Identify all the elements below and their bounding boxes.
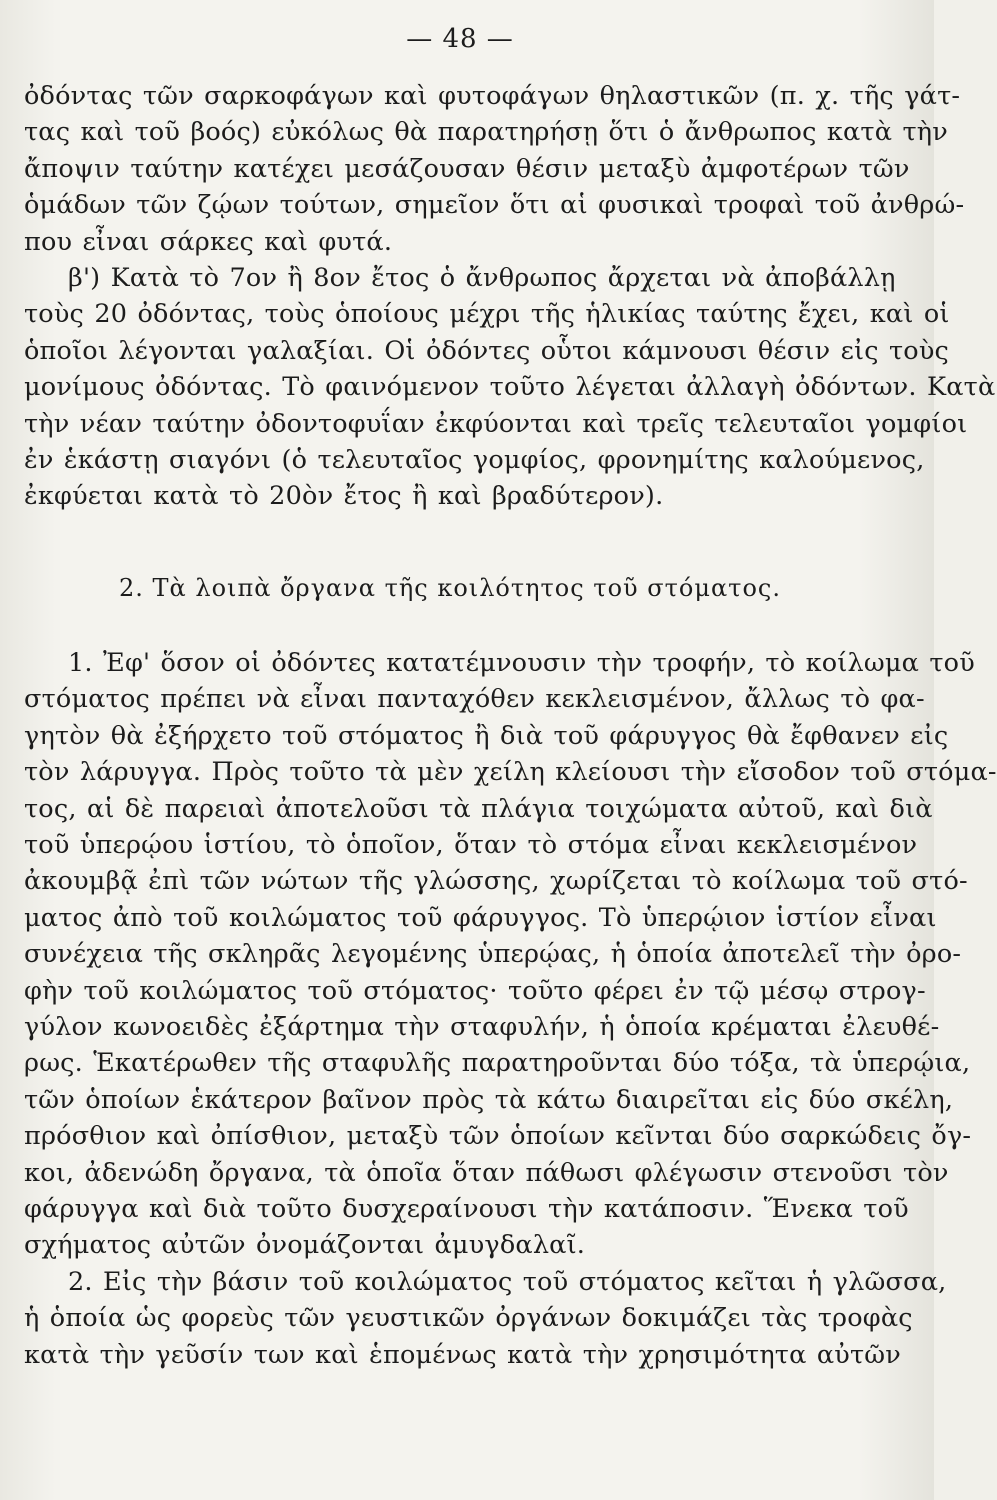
section-heading: 2. Τὰ λοιπὰ ὄργανα τῆς κοιλότητος τοῦ στόματος. <box>119 573 781 602</box>
text-line: στόματος πρέπει νὰ εἶναι πανταχόθεν κεκλεισμένον, ἄλλως τὸ φα- <box>24 684 925 715</box>
text-line: γητὸν θὰ ἐξήρχετο τοῦ στόματος ἢ διὰ τοῦ φάρυγγος θὰ ἔφθανεν εἰς <box>24 720 949 751</box>
text-line: τὴν νέαν ταύτην ὀδοντοφυΐαν ἐκφύονται καὶ τρεῖς τελευταῖοι γομφίοι <box>24 408 968 439</box>
text-line: φάρυγγα καὶ διὰ τοῦτο δυσχεραίνουσι τὴν κατάποσιν. Ἕνεκα τοῦ <box>24 1193 909 1224</box>
text-line: ματος ἀπὸ τοῦ κοιλώματος τοῦ φάρυγγος. Τὸ ὑπερῴιον ἱστίον εἶναι <box>24 902 937 933</box>
text-line: ὁμάδων τῶν ζῴων τούτων, σημεῖον ὅτι αἱ φυσικαὶ τροφαὶ τοῦ ἀνθρώ- <box>24 190 965 221</box>
text-line: τὸν λάρυγγα. Πρὸς τοῦτο τὰ μὲν χείλη κλείουσι τὴν εἴσοδον τοῦ στόμα- <box>24 757 997 788</box>
text-line: ρως. Ἑκατέρωθεν τῆς σταφυλῆς παρατηροῦνται δύο τόξα, τὰ ὑπερῴια, <box>24 1048 971 1079</box>
text-line: ὁποῖοι λέγονται γαλαξίαι. Οἱ ὀδόντες οὗτοι κάμνουσι θέσιν εἰς τοὺς <box>24 335 950 366</box>
paragraph-teeth-comparison <box>24 78 965 260</box>
text-line: ἐν ἑκάστῃ σιαγόνι (ὁ τελευταῖος γομφίος, φρονημίτης καλούμενος, <box>24 445 925 476</box>
page-number: — 48 — <box>406 24 514 54</box>
text-line: ὀδόντας τῶν σαρκοφάγων καὶ φυτοφάγων θηλαστικῶν (π. χ. τῆς γάτ- <box>24 81 961 111</box>
text-line: ἡ ὁποία ὡς φορεὺς τῶν γευστικῶν ὀργάνων δοκιμάζει τὰς τροφὰς <box>24 1303 913 1334</box>
text-line: τος, αἱ δὲ παρειαὶ ἀποτελοῦσι τὰ πλάγια τοιχώματα αὐτοῦ, καὶ διὰ <box>24 793 933 824</box>
paragraph-tooth-change <box>24 260 996 515</box>
text-line: που εἶναι σάρκες καὶ φυτά. <box>24 226 393 257</box>
text-line: τας καὶ τοῦ βοός) εὐκόλως θὰ παρατηρήσῃ ὅτι ὁ ἄνθρωπος κατὰ τὴν <box>24 117 948 148</box>
text-line: μονίμους ὀδόντας. Τὸ φαινόμενον τοῦτο λέγεται ἀλλαγὴ ὀδόντων. Κατὰ <box>24 372 996 403</box>
text-line: πρόσθιον καὶ ὀπίσθιον, μεταξὺ τῶν ὁποίων κεῖνται δύο σαρκώδεις ὄγ- <box>24 1121 972 1152</box>
text-line: κατὰ τὴν γεῦσίν των καὶ ἑπομένως κατὰ τὴν χρησιμότητα αὐτῶν <box>24 1339 901 1370</box>
text-line: κοι, ἀδενώδη ὄργανα, τὰ ὁποῖα ὅταν πάθωσι φλέγωσιν στενοῦσι τὸν <box>24 1157 949 1188</box>
paragraph-tongue <box>24 1264 947 1373</box>
text-line: γύλον κωνοειδὲς ἐξάρτημα τὴν σταφυλήν, ἡ ὁποία κρέμαται ἐλευθέ- <box>24 1011 940 1042</box>
text-line: ἀκουμβᾷ ἐπὶ τῶν νώτων τῆς γλώσσης, χωρίζεται τὸ κοίλωμα τοῦ στό- <box>24 866 968 897</box>
text-line: συνέχεια τῆς σκληρᾶς λεγομένης ὑπερῴας, ἡ ὁποία ἀποτελεῖ τὴν ὀρο- <box>24 939 962 970</box>
text-line: β') Κατὰ τὸ 7ον ἢ 8ον ἔτος ὁ ἄνθρωπος ἄρχεται νὰ ἀποβάλλῃ <box>68 263 896 294</box>
text-line: ἐκφύεται κατὰ τὸ 20ὸν ἔτος ἢ καὶ βραδύτερον). <box>24 481 664 512</box>
text-line: τοῦ ὑπερῴου ἱστίου, τὸ ὁποῖον, ὅταν τὸ στόμα εἶναι κεκλεισμένον <box>24 829 918 860</box>
text-line: 2. Εἰς τὴν βάσιν τοῦ κοιλώματος τοῦ στόματος κεῖται ἡ γλῶσσα, <box>68 1266 947 1297</box>
text-line: σχήματος αὐτῶν ὀνομάζονται ἀμυγδαλαῖ. <box>24 1230 586 1261</box>
text-line: τῶν ὁποίων ἑκάτερον βαῖνον πρὸς τὰ κάτω διαιρεῖται εἰς δύο σκέλη, <box>24 1084 954 1115</box>
text-line: 1. Ἐφ' ὅσον οἱ ὀδόντες κατατέμνουσιν τὴν τροφήν, τὸ κοίλωμα τοῦ <box>68 647 975 678</box>
paragraph-mouth-organs <box>24 645 997 1264</box>
text-line: τοὺς 20 ὀδόντας, τοὺς ὁποίους μέχρι τῆς ἡλικίας ταύτης ἔχει, καὶ οἱ <box>24 299 950 330</box>
text-line: φὴν τοῦ κοιλώματος τοῦ στόματος· τοῦτο φέρει ἐν τῷ μέσῳ στρογ- <box>24 975 926 1006</box>
text-line: ἄποψιν ταύτην κατέχει μεσάζουσαν θέσιν μεταξὺ ἀμφοτέρων τῶν <box>24 153 910 184</box>
